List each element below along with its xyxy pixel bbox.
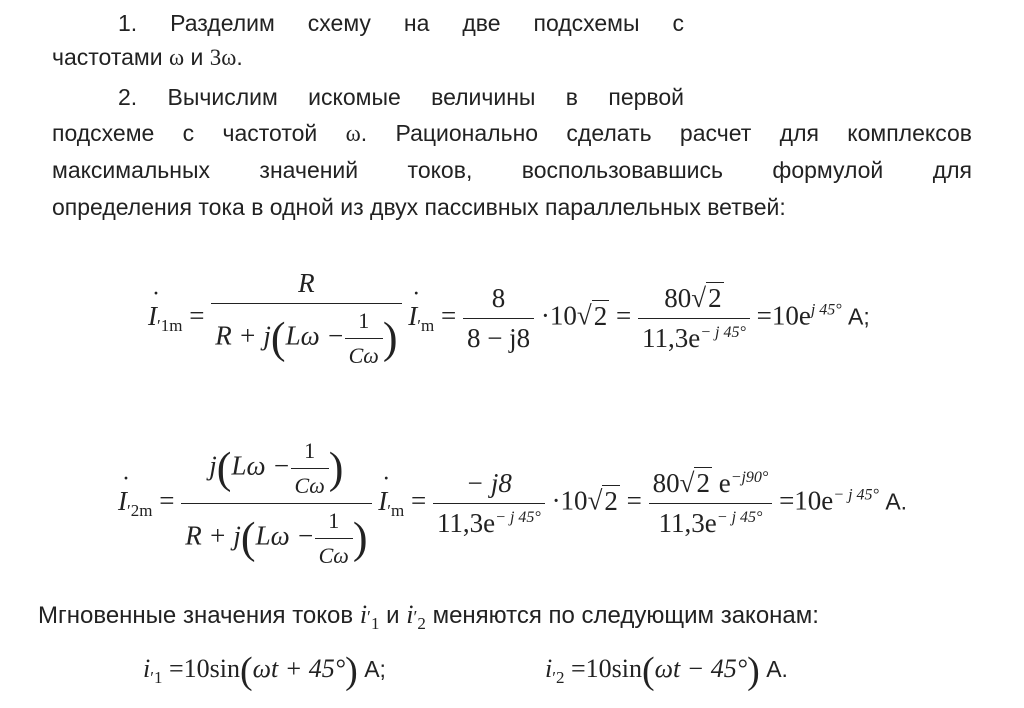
paragraph-2-line-3: максимальных значений токов, воспользовавшись формулой для (52, 157, 972, 183)
paragraph-1-line-1: 1. Разделим схему на две подсхемы с (118, 10, 684, 36)
paragraph-2-line-4: определения тока в одной из двух пассивных параллельных ветвей: (52, 194, 786, 220)
paragraph-2-line-1: 2. Вычислим искомые величины в первой (118, 84, 684, 110)
paragraph-3: Мгновенные значения токов $i'_1$ и $i'_2$ меняются по следующим законам: (38, 600, 819, 633)
fraction-80sqrt2-e-over-11-3: $\frac{80√2 e^{-j90^\circ}}{11,3e^{- j 45^\circ}}$ (649, 468, 773, 539)
formula-current-2m: $I \cdot_{'2m}$ = j(Lω − $\frac{1}{C\omega}$ ) R + j(Lω − $\frac{1}{C\omega}$ ) $I \cdot_{'m}$ = $\frac{- j8}{11,3e^{- j 45^\circ}}$ ·10√2 = $\frac{80√2 e^{-j90^\circ}}{11,3e^{- j 45^\circ}}$ $=10e^{- j 45^\circ}$ А. (118, 438, 907, 569)
fraction-8-over-8-j8: $\frac{8}{8 - j8}$ (463, 283, 534, 354)
formula-instant-i2: $i_{'2} =10\sin(\omega t - 45^\circ)$ А. (545, 650, 788, 692)
fraction-reactance-over-impedance: j(Lω − $\frac{1}{C\omega}$ ) R + j(Lω − $\frac{1}{C\omega}$ ) (181, 438, 371, 569)
paragraph-2-line-2: подсхеме с частотой ω. Рационально сделать расчет для комплексов (52, 120, 972, 146)
formula-current-1m: $I \cdot_{'1m}$ = R R + j(Lω − $\frac{1}{C\omega}$ ) $I \cdot_{'m}$ = $\frac{8}{8 - j8}$ ·10√2 = $\frac{80√2}{11,3e^{- j 45^\circ}}$ $=10e^{j 45^\circ}$ А; (148, 268, 870, 369)
formula-instant-i1: $i_{'1} =10\sin(\omega t + 45^\circ)$ А; (143, 650, 386, 692)
fraction-r-over-impedance: R R + j(Lω − $\frac{1}{C\omega}$ ) (211, 268, 401, 369)
fraction-80sqrt2-over-11-3: $\frac{80√2}{11,3e^{- j 45^\circ}}$ (638, 283, 750, 354)
fraction-minus-j8-over-11-3: $\frac{- j8}{11,3e^{- j 45^\circ}}$ (433, 468, 545, 539)
paragraph-1-line-2: частотами ω и 3ω. (52, 44, 243, 70)
